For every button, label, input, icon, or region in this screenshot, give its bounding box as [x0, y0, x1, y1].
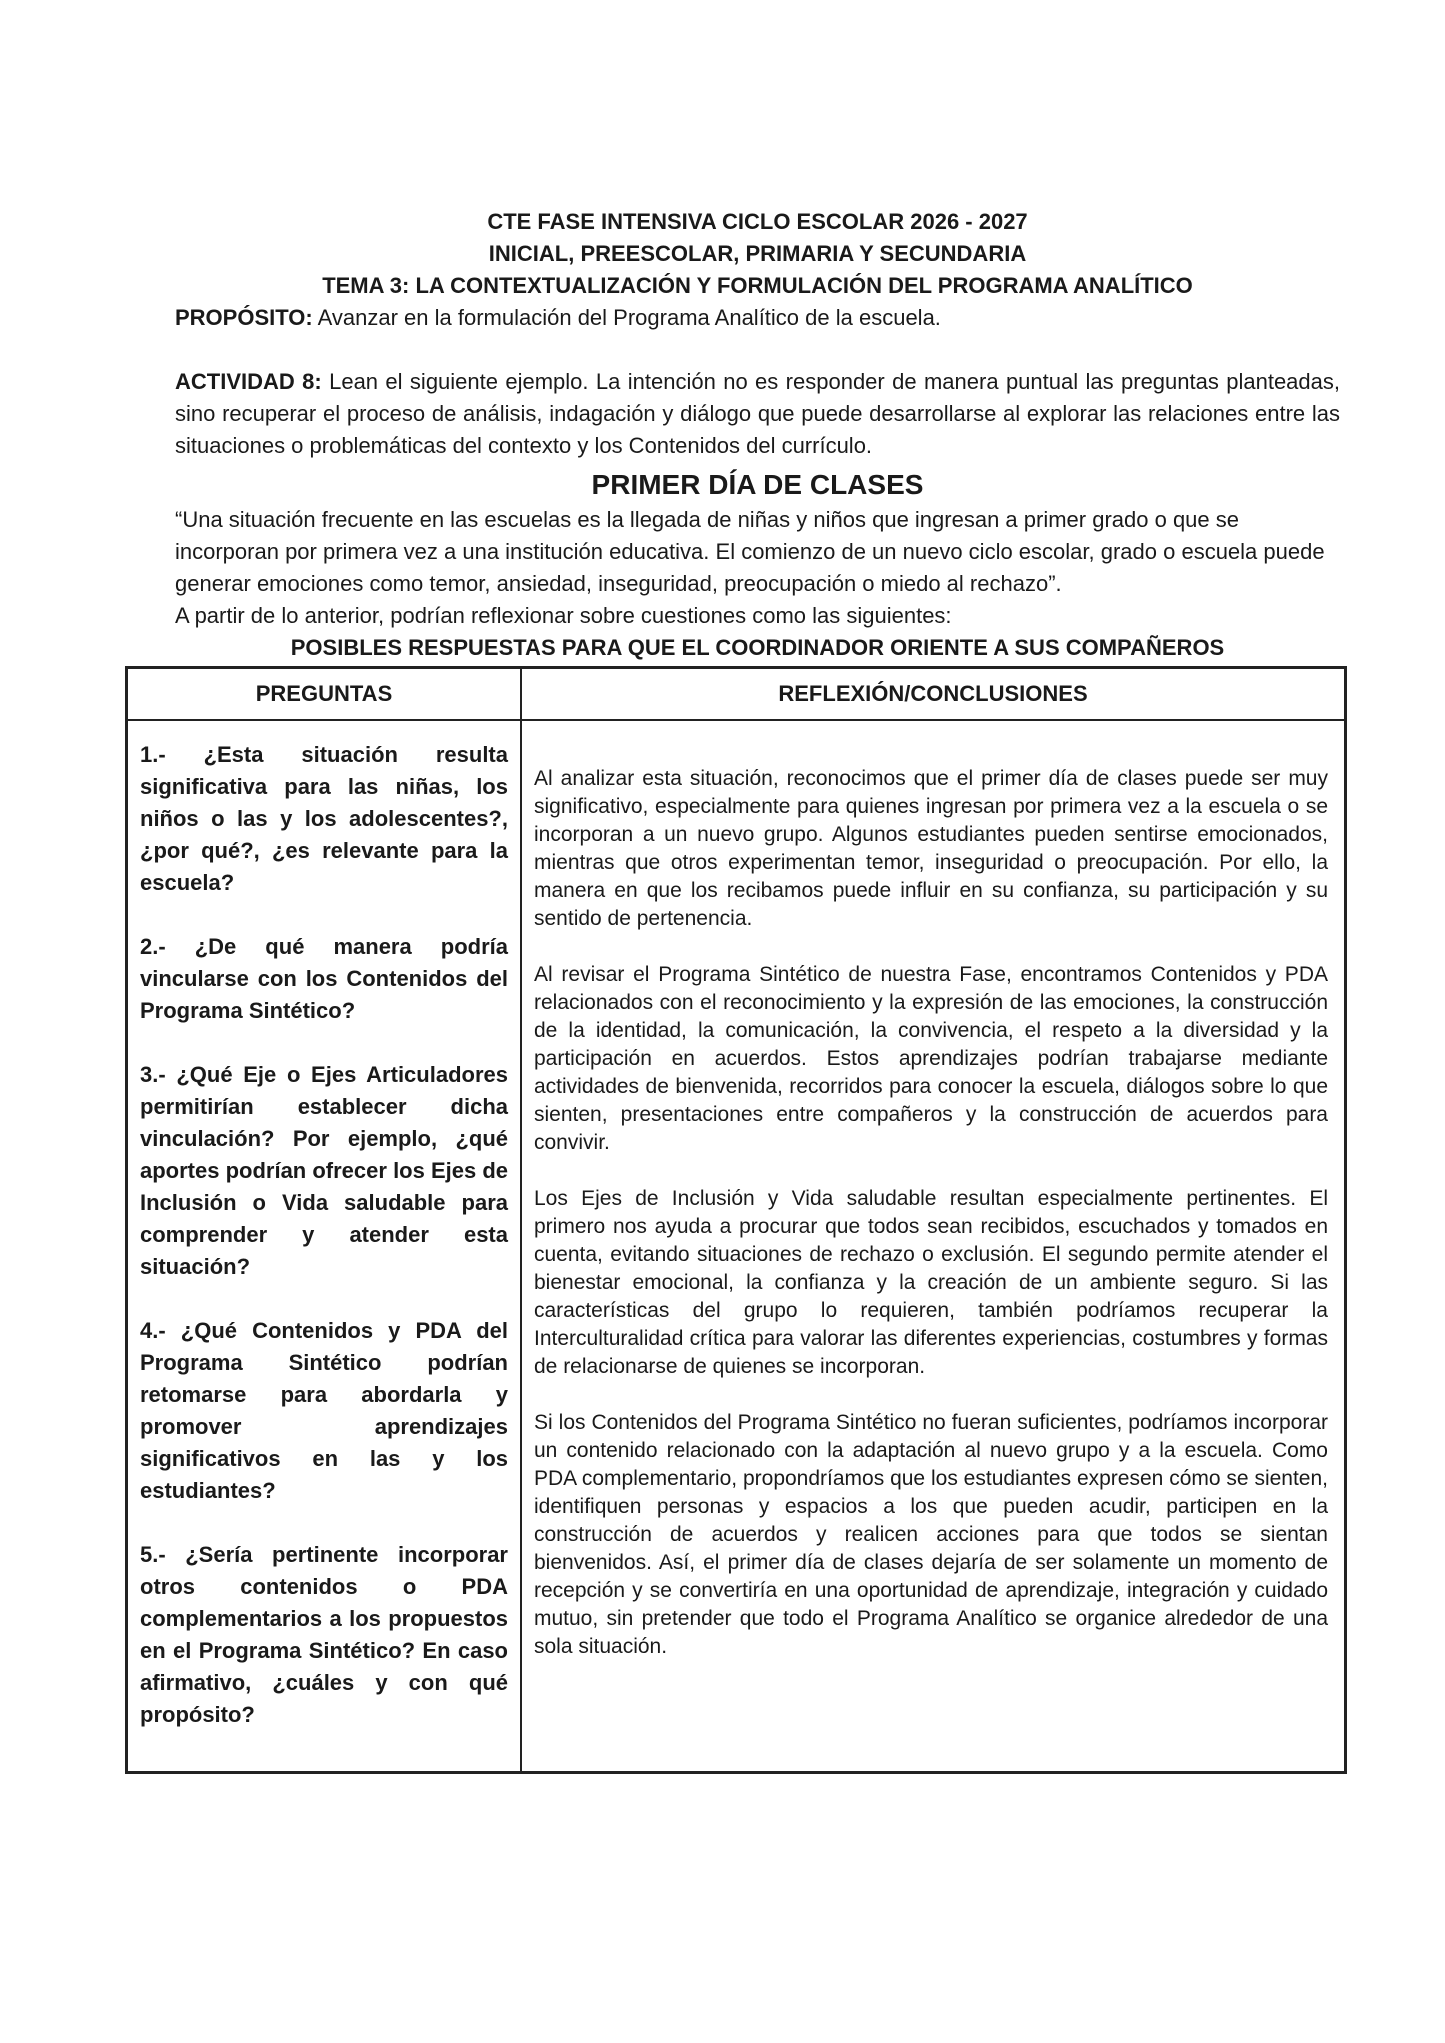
- case-quote: “Una situación frecuente en las escuelas es la llegada de niñas y niños que ingresan a primer grado o que se incorporan por primera vez a una institución educativa. El comienzo de un nuevo ciclo escolar, grado o escuela puede generar emociones como temor, ansiedad, inseguridad, preocupación o miedo al rechazo”.: [175, 507, 1325, 596]
- purpose-label: PROPÓSITO:: [175, 305, 313, 330]
- purpose: [175, 302, 1340, 334]
- question-3: 3.- ¿Qué Eje o Ejes Articuladores permitirían establecer dicha vinculación? Por ejemplo, ¿qué aportes podrían ofrecer los Ejes de Inclusión o Vida saludable para comprender y atender esta situación?: [140, 1062, 509, 1279]
- reflection-table: [125, 666, 1347, 1774]
- question-2: 2.- ¿De qué manera podría vincularse con los Contenidos del Programa Sintético?: [140, 934, 508, 1023]
- section-title: PRIMER DÍA DE CLASES: [591, 469, 924, 500]
- header-line-1: CTE FASE INTENSIVA CICLO ESCOLAR 2026 - 2027: [487, 209, 1028, 234]
- header-line-3: TEMA 3: LA CONTEXTUALIZACIÓN Y FORMULACIÓN DEL PROGRAMA ANALÍTICO: [322, 273, 1193, 298]
- activity-label: ACTIVIDAD 8:: [175, 369, 322, 394]
- header-line-2: INICIAL, PREESCOLAR, PRIMARIA Y SECUNDARIA: [488, 241, 1027, 266]
- reflection-3: Los Ejes de Inclusión y Vida saludable resultan especialmente pertinentes. El primero nos ayuda a procurar que todos sean recibidos, escuchados y tomados en cuenta, evitando situaciones de rechazo o exclusión. El segundo permite atender el bienestar emocional, la confianza y la creación de un ambiente seguro. Si las características del grupo lo requieren, también podríamos recuperar la Interculturalidad crítica para valorar las diferentes experiencias, costumbres y formas de relacionarse de quienes se incorporan.: [534, 1187, 1328, 1378]
- table-title: POSIBLES RESPUESTAS PARA QUE EL COORDINADOR ORIENTE A SUS COMPAÑEROS: [290, 635, 1225, 660]
- document-page: [140, 206, 1340, 1774]
- reflection-cell: [521, 720, 1346, 1773]
- column-header-questions: PREGUNTAS: [127, 668, 522, 721]
- table-header-row: [127, 668, 1346, 721]
- question-4: 4.- ¿Qué Contenidos y PDA del Programa Sintético podrían retomarse para abordarla y promover aprendizajes significativos en las y los estudiantes?: [140, 1318, 508, 1503]
- table-row: [127, 720, 1346, 1773]
- question-5: 5.- ¿Sería pertinente incorporar otros contenidos o PDA complementarios a los propuestos en el Programa Sintético? En caso afirmativo, ¿cuáles y con qué propósito?: [140, 1542, 508, 1727]
- reflection-4: Si los Contenidos del Programa Sintético no fueran suficientes, podríamos incorporar un contenido relacionado con la adaptación al nuevo grupo y a la escuela. Como PDA complementario, propondríamos que los estudiantes expresen cómo se sienten, identifiquen personas y espacios a los que pueden acudir, participen en la construcción de acuerdos y realicen acciones para que todos se sientan bienvenidos. Así, el primer día de clases dejaría de ser solamente un momento de recepción y se convertiría en una oportunidad de aprendizaje, integración y cuidado mutuo, sin pretender que todo el Programa Analítico se organice alrededor de una sola situación.: [534, 1411, 1328, 1658]
- activity: [175, 366, 1340, 462]
- reflection-1: Al analizar esta situación, reconocimos que el primer día de clases puede ser muy significativo, especialmente para quienes ingresan por primera vez a la escuela o se incorporan a un nuevo grupo. Algunos estudiantes pueden sentirse emocionados, mientras que otros experimentan temor, inseguridad o preocupación. Por ello, la manera en que los recibamos puede influir en su confianza, su participación y su sentido de pertenencia.: [534, 767, 1328, 930]
- column-header-reflection: REFLEXIÓN/CONCLUSIONES: [521, 668, 1346, 721]
- purpose-text: Avanzar en la formulación del Programa Analítico de la escuela.: [312, 305, 941, 330]
- reflection-2: Al revisar el Programa Sintético de nuestra Fase, encontramos Contenidos y PDA relacionados con el reconocimiento y la expresión de las emociones, la construcción de la identidad, la comunicación, la convivencia, el respeto a la diversidad y la participación en acuerdos. Estos aprendizajes podrían trabajarse mediante actividades de bienvenida, recorridos para conocer la escuela, diálogos sobre lo que sienten, presentaciones entre compañeros y la construcción de acuerdos para convivir.: [534, 963, 1328, 1154]
- lead-text: A partir de lo anterior, podrían reflexionar sobre cuestiones como las siguientes:: [175, 603, 952, 628]
- questions-cell: [127, 720, 522, 1773]
- question-1: 1.- ¿Esta situación resulta significativa para las niñas, los niños o las y los adolescentes?, ¿por qué?, ¿es relevante para la escuela?: [140, 742, 508, 895]
- activity-text: Lean el siguiente ejemplo. La intención no es responder de manera puntual las preguntas planteadas, sino recuperar el proceso de análisis, indagación y diálogo que puede desarrollarse al explorar las relaciones entre las situaciones o problemáticas del contexto y los Contenidos del currículo.: [175, 369, 1340, 458]
